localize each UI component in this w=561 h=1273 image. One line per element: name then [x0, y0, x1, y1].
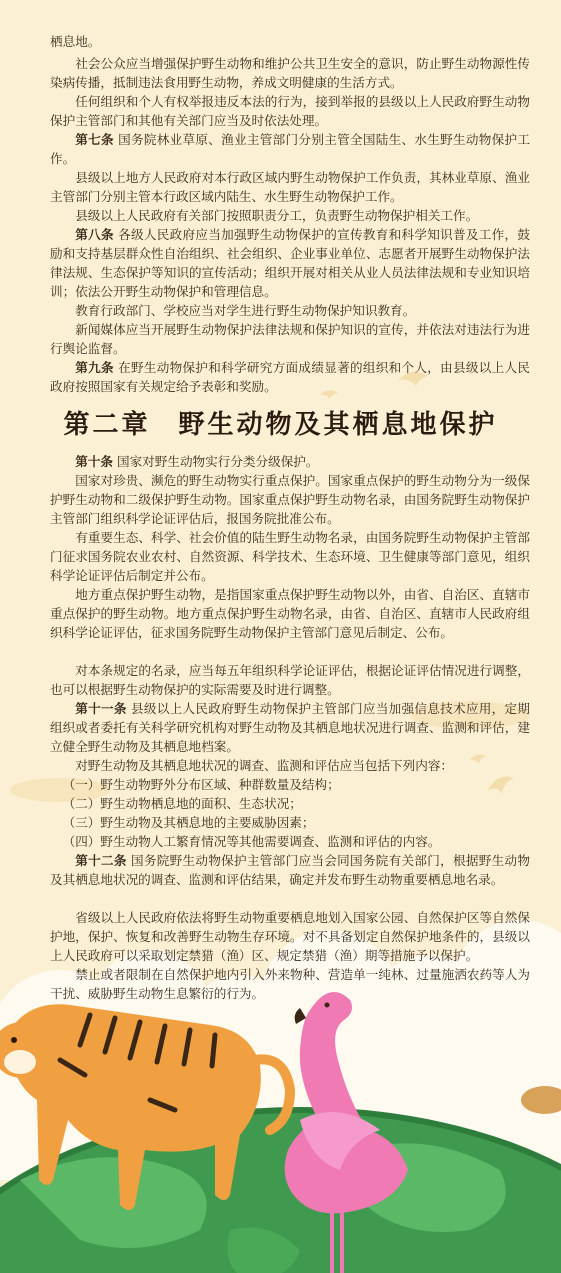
paragraph: 县级以上地方人民政府对本行政区域内野生动物保护工作负责，其林业草原、渔业主管部门分别主管本行政区域内陆生、水生野生动物保护工作。	[50, 170, 530, 204]
paragraph: 栖息地。	[50, 34, 101, 49]
paragraph: 新闻媒体应当开展野生动物保护法律法规和保护知识的宣传，并依法对违法行为进行舆论监督。	[50, 322, 530, 356]
list-item: （四）野生动物人工繁育情况等其他需要调查、监测和评估的内容。	[62, 834, 441, 849]
article-number: 第九条	[75, 360, 114, 375]
article-number: 第十条	[75, 454, 113, 469]
article-number: 第七条	[75, 132, 114, 147]
chapter-heading	[0, 404, 561, 441]
paragraph: 国家对珍贵、濒危的野生动物实行重点保护。国家重点保护的野生动物分为一级保护野生动物和二级保护野生动物。国家重点保护野生动物名录，由国务院野生动物保护主管部门组织科学论证评估后，报国务院批准公布。	[50, 473, 530, 526]
article-8: 第八条 各级人民政府应当加强野生动物保护的宣传教育和科学知识普及工作，鼓励和支持基层群众性自治组织、社会组织、企业事业单位、志愿者开展野生动物保护法律法规、生态保护等知识的宣传活动；组织开展对相关从业人员法律法规和专业知识培训；依法公开野生动物保护和管理信息。	[50, 227, 530, 299]
paragraph: 对本条规定的名录，应当每五年组织科学论证评估，根据论证评估情况进行调整，也可以根据野生动物保护的实际需要及时进行调整。	[50, 663, 530, 697]
paragraph: 社会公众应当增强保护野生动物和维护公共卫生安全的意识，防止野生动物源性传染病传播，抵制违法食用野生动物，养成文明健康的生活方式。	[50, 56, 530, 90]
article-7: 第七条 国务院林业草原、渔业主管部门分别主管全国陆生、水生野生动物保护工作。	[50, 132, 530, 166]
article-10: 第十条 国家对野生动物实行分类分级保护。	[75, 454, 319, 469]
list-item: （二）野生动物栖息地的面积、生态状况；	[62, 796, 302, 811]
article-12: 第十二条 国务院野生动物保护主管部门应当会同国务院有关部门，根据野生动物及其栖息地状况的调查、监测和评估结果，确定并发布野生动物重要栖息地名录。	[50, 853, 530, 887]
article-11: 第十一条 县级以上人民政府野生动物保护主管部门应当加强信息技术应用，定期组织或者委托有关科学研究机构对野生动物及其栖息地状况进行调查、监测和评估，建立健全野生动物及其栖息地档案。	[50, 701, 530, 754]
paragraph: 禁止或者限制在自然保护地内引入外来物种、营造单一纯林、过量施洒农药等人为干扰、威胁野生动物生息繁衍的行为。	[50, 967, 530, 1001]
article-9: 第九条 在野生动物保护和科学研究方面成绩显著的组织和个人，由县级以上人民政府按照国家有关规定给予表彰和奖励。	[50, 360, 530, 394]
paragraph: 任何组织和个人有权举报违反本法的行为，接到举报的县级以上人民政府野生动物保护主管部门和其他有关部门应当及时依法处理。	[50, 94, 530, 128]
list-item: （三）野生动物及其栖息地的主要威胁因素；	[62, 815, 315, 830]
paragraph: 对野生动物及其栖息地状况的调查、监测和评估应当包括下列内容：	[75, 758, 453, 773]
paragraph: 县级以上人民政府有关部门按照职责分工，负责野生动物保护相关工作。	[75, 208, 479, 223]
chapter-number: 第二章	[63, 410, 151, 440]
chapter-title: 野生动物及其栖息地保护	[178, 410, 498, 440]
paragraph: 教育行政部门、学校应当对学生进行野生动物保护知识教育。	[75, 303, 416, 318]
paragraph: 地方重点保护野生动物，是指国家重点保护野生动物以外，由省、自治区、直辖市重点保护的野生动物。地方重点保护野生动物名录，由省、自治区、直辖市人民政府组织科学论证评估，征求国务院野生动物保护主管部门意见后制定、公布。	[50, 587, 530, 640]
article-number: 第八条	[75, 227, 114, 242]
article-number: 第十一条	[75, 701, 127, 716]
paragraph: 省级以上人民政府依法将野生动物重要栖息地划入国家公园、自然保护区等自然保护地，保护、恢复和改善野生动物生存环境。对不具备划定自然保护地条件的，县级以上人民政府可以采取划定禁猎（渔）区、规定禁猎（渔）期等措施予以保护。	[50, 910, 530, 963]
article-number: 第十二条	[75, 853, 127, 868]
list-item: （一）野生动物野外分布区域、种群数量及结构；	[62, 777, 340, 792]
paragraph: 有重要生态、科学、社会价值的陆生野生动物名录，由国务院野生动物保护主管部门征求国务院农业农村、自然资源、科学技术、生态环境、卫生健康等部门意见，组织科学论证评估后制定并公布。	[50, 530, 530, 583]
